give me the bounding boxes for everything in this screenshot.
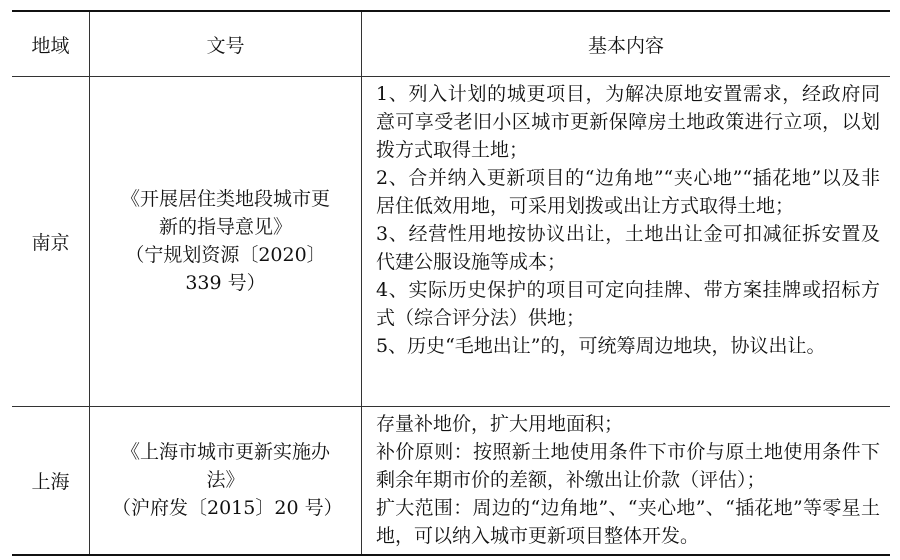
- table-row-shanghai: [12, 406, 890, 554]
- header-region: 地域: [12, 12, 90, 76]
- table-row-nanjing: [12, 76, 890, 407]
- doc-number: （沪府发〔2015〕20 号）: [112, 497, 343, 519]
- content-item: 扩大范围：周边的“边角地”、“夹心地”、“插花地”等零星土地，可以纳入城市更新项目整体开发。: [376, 497, 880, 547]
- content-cell: [362, 406, 890, 554]
- policy-table: [12, 10, 890, 556]
- content-item: 补价原则：按照新土地使用条件下市价与原土地使用条件下剩余年期市价的差额，补缴出让价款（评估）；: [376, 441, 880, 491]
- doc-cell: [90, 76, 362, 406]
- doc-title: 《开展居住类地段城市更新的指导意见》: [120, 188, 330, 238]
- doc-title: 《上海市城市更新实施办法》: [120, 441, 330, 491]
- content-item: 1、列入计划的城更项目，为解决原地安置需求，经政府同意可享受老旧小区城市更新保障房土地政策进行立项，以划拨方式取得土地；: [376, 83, 880, 161]
- content-item: 3、经营性用地按协议出让，土地出让金可扣减征拆安置及代建公服设施等成本；: [376, 223, 880, 273]
- region-cell: 上海: [12, 406, 90, 554]
- region-cell: 南京: [12, 76, 90, 406]
- content-item: 4、实际历史保护的项目可定向挂牌、带方案挂牌或招标方式（综合评分法）供地；: [376, 279, 880, 329]
- doc-number: （宁规划资源〔2020〕339 号）: [125, 244, 326, 294]
- table-header-row: [12, 12, 890, 77]
- doc-cell: [90, 406, 362, 554]
- content-item: 2、合并纳入更新项目的“边角地”“夹心地”“插花地”以及非居住低效用地，可采用划拨或出让方式取得土地；: [376, 167, 880, 217]
- header-content: 基本内容: [587, 34, 664, 57]
- content-item: 5、历史“毛地出让”的，可统筹周边地块，协议出让。: [376, 335, 826, 357]
- header-doc-number: 文号: [90, 12, 362, 76]
- content-cell: [362, 76, 890, 406]
- content-item: 存量补地价，扩大用地面积；: [376, 413, 624, 435]
